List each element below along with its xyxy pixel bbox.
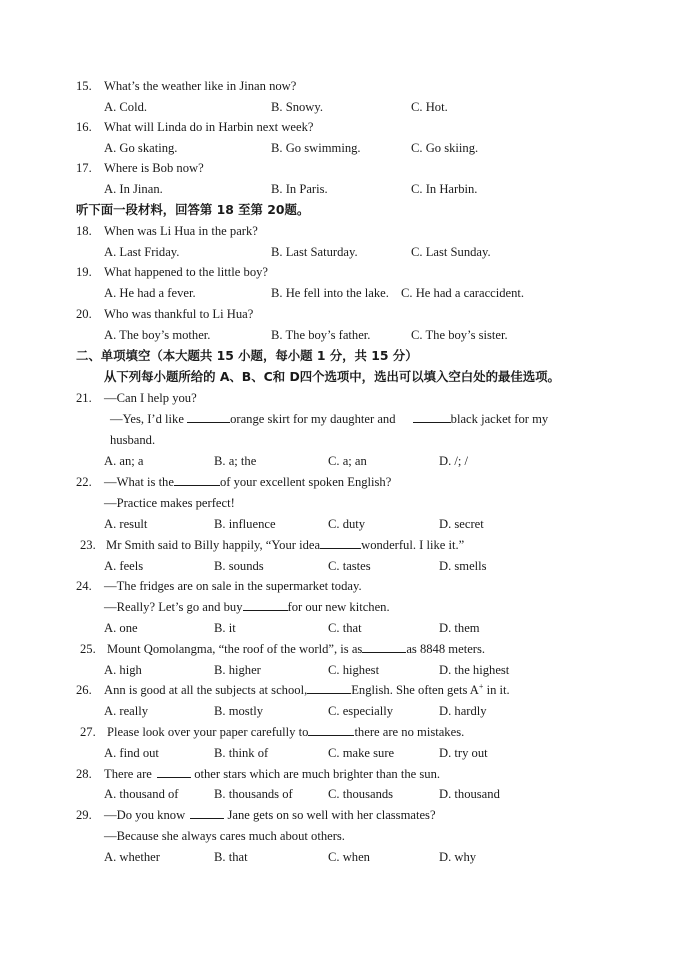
question-text: —Do you know Jane gets on so well with her classmates? [104,808,436,822]
option-a: A. whether [104,850,160,864]
question-number: 25. [80,642,96,656]
option-b: B. think of [214,746,269,760]
answer-blank[interactable] [157,765,191,778]
question-text: —Because she always cares much about others. [104,829,345,843]
question-number: 27. [80,725,96,739]
option-d: D. thousand [439,787,500,801]
option-d: D. them [439,621,480,635]
option-c: C. Last Sunday. [411,245,491,259]
option-c: C. highest [328,663,380,677]
option-d: D. the highest [439,663,510,677]
option-d: D. smells [439,559,487,573]
question-text: —Yes, I’d like orange skirt for my daughter and black jacket for my [110,412,549,426]
question-number: 17. [76,161,92,175]
option-c: C. Hot. [411,100,448,114]
option-b: B. thousands of [214,787,293,801]
option-c: C. tastes [328,559,371,573]
answer-blank[interactable] [308,723,354,736]
option-a: A. thousand of [104,787,179,801]
question-text: What happened to the little boy? [104,265,269,279]
answer-blank[interactable] [190,806,224,819]
question-text: What’s the weather like in Jinan now? [104,79,297,93]
option-a: A. result [104,517,148,531]
question-text: —What is the of your excellent spoken English? [104,475,392,489]
option-c: C. especially [328,704,394,718]
option-a: A. find out [104,746,159,760]
option-b: B. influence [214,517,276,531]
answer-blank[interactable] [320,536,361,549]
option-b: B. a; the [214,454,257,468]
option-c: C. duty [328,517,366,531]
option-c: C. He had a caraccident. [401,286,525,300]
option-d: D. try out [439,746,488,760]
question-number: 21. [76,391,92,405]
option-b: B. mostly [214,704,263,718]
option-c: C. In Harbin. [411,182,478,196]
option-b: B. He fell into the lake. [271,286,389,300]
option-a: A. Cold. [104,100,148,114]
answer-blank[interactable] [174,473,220,486]
question-text: —Really? Let’s go and buy for our new kitchen. [104,600,390,614]
answer-blank[interactable] [413,410,451,423]
option-a: A. Last Friday. [104,245,180,259]
question-text: Ann is good at all the subjects at school, English. She often gets A+ in it. [104,681,510,697]
option-b: B. that [214,850,248,864]
question-number: 26. [76,683,92,697]
question-text: Where is Bob now? [104,161,204,175]
option-a: A. feels [104,559,144,573]
section-instruction: 从下列每小题所给的 A、B、C和 D四个选项中，选出可以填入空白处的最佳选项。 [104,369,560,384]
option-b: B. it [214,621,236,635]
option-b: B. sounds [214,559,264,573]
question-text: When was Li Hua in the park? [104,224,258,238]
section-title: 二、单项填空（本大题共 15 小题，每小题 1 分，共 15 分） [76,348,418,363]
question-text: husband. [110,433,156,447]
option-a: A. high [104,663,142,677]
option-b: B. higher [214,663,261,677]
option-d: D. why [439,850,477,864]
option-d: D. /; / [439,454,469,468]
option-c: C. Go skiing. [411,141,479,155]
option-b: B. Snowy. [271,100,324,114]
question-number: 24. [76,579,92,593]
question-text: Mount Qomolangma, “the roof of the world”, is as as 8848 meters. [107,642,486,656]
option-c: C. a; an [328,454,367,468]
answer-blank[interactable] [243,598,288,611]
question-number: 28. [76,767,92,781]
question-number: 22. [76,475,92,489]
option-c: C. The boy’s sister. [411,328,508,342]
question-number: 16. [76,120,92,134]
option-a: A. really [104,704,149,718]
option-d: D. secret [439,517,484,531]
option-a: A. The boy’s mother. [104,328,211,342]
question-text: —The fridges are on sale in the supermarket today. [104,579,362,593]
question-text: Who was thankful to Li Hua? [104,307,254,321]
question-text: —Can I help you? [104,391,197,405]
option-a: A. one [104,621,138,635]
question-number: 19. [76,265,92,279]
instruction-text: 听下面一段材料，回答第 18 至第 20题。 [76,202,310,217]
question-number: 20. [76,307,92,321]
option-b: B. Last Saturday. [271,245,358,259]
option-c: C. thousands [328,787,394,801]
option-c: C. when [328,850,370,864]
option-d: D. hardly [439,704,487,718]
question-text: —Practice makes perfect! [104,496,235,510]
option-b: B. Go swimming. [271,141,361,155]
question-number: 15. [76,79,92,93]
answer-blank[interactable] [362,640,406,653]
option-a: A. an; a [104,454,144,468]
option-b: B. In Paris. [271,182,328,196]
question-number: 23. [80,538,96,552]
option-c: C. make sure [328,746,395,760]
option-b: B. The boy’s father. [271,328,371,342]
question-number: 29. [76,808,92,822]
option-c: C. that [328,621,362,635]
question-text: What will Linda do in Harbin next week? [104,120,314,134]
question-text: There are other stars which are much brighter than the sun. [104,767,441,781]
option-a: A. He had a fever. [104,286,196,300]
question-text: Mr Smith said to Billy happily, “Your idea wonderful. I like it.” [106,538,465,552]
question-number: 18. [76,224,92,238]
option-a: A. In Jinan. [104,182,163,196]
question-text: Please look over your paper carefully to there are no mistakes. [107,725,465,739]
answer-blank[interactable] [187,410,230,423]
answer-blank[interactable] [307,681,351,694]
option-a: A. Go skating. [104,141,178,155]
